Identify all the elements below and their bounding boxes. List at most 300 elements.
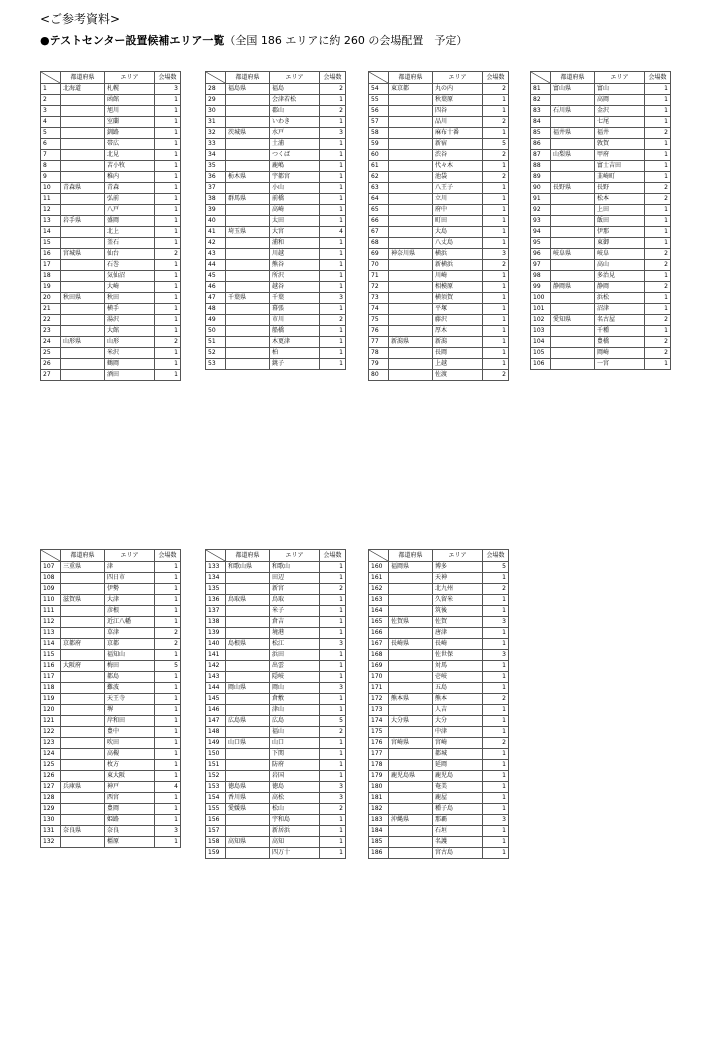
row-number: 123 [41, 738, 61, 749]
prefecture-cell: 宮城県 [61, 249, 105, 260]
row-number: 97 [531, 260, 551, 271]
area-cell: 唐津 [433, 628, 483, 639]
prefecture-cell [389, 672, 433, 683]
table-row [531, 194, 671, 205]
area-cell: 高岡 [595, 95, 645, 106]
table-row [206, 826, 346, 837]
header-row [531, 72, 671, 84]
row-number: 176 [369, 738, 389, 749]
row-number: 46 [206, 282, 226, 293]
table-row [531, 293, 671, 304]
area-cell: 山形 [105, 337, 155, 348]
table-row [41, 595, 181, 606]
area-cell: 藤沢 [433, 315, 483, 326]
venue-count-cell: 1 [155, 348, 181, 359]
area-cell: 下関 [270, 749, 320, 760]
area-cell: 市川 [270, 315, 320, 326]
row-number: 49 [206, 315, 226, 326]
row-number: 60 [369, 150, 389, 161]
table-row [41, 117, 181, 128]
prefecture-cell [61, 150, 105, 161]
area-cell: 岐阜 [595, 249, 645, 260]
table-row [369, 315, 509, 326]
venue-count-cell: 2 [645, 128, 671, 139]
row-number: 134 [206, 573, 226, 584]
venue-count-cell: 1 [645, 106, 671, 117]
prefecture-cell [226, 282, 270, 293]
table-row [206, 183, 346, 194]
venue-count-cell: 2 [645, 183, 671, 194]
prefecture-cell [61, 749, 105, 760]
table-row [531, 326, 671, 337]
prefecture-cell [61, 672, 105, 683]
table-row [41, 584, 181, 595]
area-cell: 北九州 [433, 584, 483, 595]
table-row [369, 727, 509, 738]
area-cell: 横手 [105, 304, 155, 315]
area-cell: 水戸 [270, 128, 320, 139]
row-number: 158 [206, 837, 226, 848]
prefecture-cell [389, 293, 433, 304]
row-number: 137 [206, 606, 226, 617]
table-row [206, 617, 346, 628]
prefecture-cell [61, 771, 105, 782]
area-cell: 所沢 [270, 271, 320, 282]
venue-count-cell: 1 [320, 595, 346, 606]
area-cell: 対馬 [433, 661, 483, 672]
row-number: 129 [41, 804, 61, 815]
row-number: 159 [206, 848, 226, 859]
table-row [369, 260, 509, 271]
prefecture-cell [226, 606, 270, 617]
venue-count-cell: 1 [155, 95, 181, 106]
venue-count-cell: 3 [320, 793, 346, 804]
area-cell: 広島 [270, 716, 320, 727]
area-table-block [40, 549, 181, 848]
area-cell: 札幌 [105, 84, 155, 95]
table-row [41, 804, 181, 815]
venue-count-cell: 1 [155, 683, 181, 694]
prefecture-cell: 沖縄県 [389, 815, 433, 826]
venue-count-cell: 1 [483, 782, 509, 793]
prefecture-cell [226, 238, 270, 249]
table-row [206, 639, 346, 650]
table-row [369, 683, 509, 694]
area-cell: 天王寺 [105, 694, 155, 705]
venue-count-cell: 4 [155, 782, 181, 793]
venue-count-cell: 1 [483, 205, 509, 216]
row-number: 12 [41, 205, 61, 216]
table-row [369, 271, 509, 282]
table-row [531, 139, 671, 150]
table-row [206, 84, 346, 95]
prefecture-cell [226, 584, 270, 595]
row-number: 64 [369, 194, 389, 205]
prefecture-cell: 和歌山県 [226, 562, 270, 573]
venue-count-cell: 2 [320, 84, 346, 95]
venue-count-cell: 1 [645, 326, 671, 337]
area-cell: 八丈島 [433, 238, 483, 249]
table-row [369, 749, 509, 760]
table-row [369, 694, 509, 705]
area-cell: 豊橋 [595, 337, 645, 348]
table-row [206, 837, 346, 848]
venue-count-cell: 1 [320, 238, 346, 249]
venue-count-cell: 2 [483, 694, 509, 705]
row-number: 169 [369, 661, 389, 672]
area-cell: 新居浜 [270, 826, 320, 837]
table-row [206, 661, 346, 672]
table-row [369, 617, 509, 628]
row-number: 28 [206, 84, 226, 95]
area-table-block [530, 71, 671, 370]
area-cell: 松本 [595, 194, 645, 205]
row-number: 124 [41, 749, 61, 760]
prefecture-cell [61, 348, 105, 359]
row-number: 8 [41, 161, 61, 172]
venue-count-cell: 1 [155, 128, 181, 139]
row-number: 77 [369, 337, 389, 348]
row-number: 87 [531, 150, 551, 161]
row-number: 168 [369, 650, 389, 661]
prefecture-cell: 兵庫県 [61, 782, 105, 793]
area-cell: 津山 [270, 705, 320, 716]
area-cell: 熊谷 [270, 260, 320, 271]
area-table [40, 549, 181, 848]
venue-count-cell: 1 [645, 238, 671, 249]
venue-count-cell: 1 [320, 337, 346, 348]
area-cell: 岡崎 [595, 348, 645, 359]
area-cell: 都島 [105, 672, 155, 683]
table-row [206, 359, 346, 370]
row-number: 150 [206, 749, 226, 760]
corner-diagonal [531, 72, 550, 83]
table-row [531, 128, 671, 139]
venue-count-cell: 2 [155, 249, 181, 260]
row-number: 66 [369, 216, 389, 227]
venue-count-cell: 1 [155, 238, 181, 249]
row-number: 127 [41, 782, 61, 793]
row-number: 160 [369, 562, 389, 573]
area-cell: 多治見 [595, 271, 645, 282]
row-number: 144 [206, 683, 226, 694]
row-number: 78 [369, 348, 389, 359]
prefecture-cell [61, 238, 105, 249]
row-number: 90 [531, 183, 551, 194]
row-number: 140 [206, 639, 226, 650]
row-number: 132 [41, 837, 61, 848]
table-row [41, 282, 181, 293]
area-cell: 新宿 [433, 139, 483, 150]
prefecture-cell: 奈良県 [61, 826, 105, 837]
table-row [369, 161, 509, 172]
table-row [369, 716, 509, 727]
prefecture-cell [389, 172, 433, 183]
prefecture-cell [389, 194, 433, 205]
row-number: 67 [369, 227, 389, 238]
row-number: 173 [369, 705, 389, 716]
row-number: 2 [41, 95, 61, 106]
venue-count-cell: 1 [320, 304, 346, 315]
header-row [41, 550, 181, 562]
prefecture-cell [389, 216, 433, 227]
venue-count-cell: 5 [320, 716, 346, 727]
row-number: 63 [369, 183, 389, 194]
area-cell: 那覇 [433, 815, 483, 826]
table-row [369, 348, 509, 359]
corner-diagonal [369, 72, 388, 83]
area-cell: 室蘭 [105, 117, 155, 128]
prefecture-cell [226, 106, 270, 117]
prefecture-cell [226, 815, 270, 826]
venue-count-cell: 1 [483, 304, 509, 315]
row-number: 82 [531, 95, 551, 106]
venue-count-cell: 2 [483, 150, 509, 161]
area-cell: 千葉 [270, 293, 320, 304]
venue-count-cell: 1 [155, 282, 181, 293]
prefecture-cell: 宮崎県 [389, 738, 433, 749]
prefecture-cell [389, 628, 433, 639]
venue-count-cell: 1 [483, 573, 509, 584]
area-cell: 新宮 [270, 584, 320, 595]
row-number: 56 [369, 106, 389, 117]
table-row [369, 238, 509, 249]
prefecture-cell [226, 661, 270, 672]
table-row [206, 315, 346, 326]
row-number: 91 [531, 194, 551, 205]
venue-count-cell: 1 [483, 639, 509, 650]
row-number: 75 [369, 315, 389, 326]
table-row [41, 128, 181, 139]
prefecture-cell [61, 172, 105, 183]
row-number: 74 [369, 304, 389, 315]
venue-count-cell: 1 [483, 282, 509, 293]
venue-count-cell: 1 [645, 161, 671, 172]
table-row [531, 95, 671, 106]
prefecture-cell [551, 172, 595, 183]
area-cell: 高知 [270, 837, 320, 848]
table-row [41, 683, 181, 694]
header-pref: 都道府県 [61, 550, 105, 562]
venue-count-cell: 1 [483, 749, 509, 760]
prefecture-cell: 秋田県 [61, 293, 105, 304]
venue-count-cell: 1 [155, 293, 181, 304]
prefecture-cell [551, 205, 595, 216]
row-number: 175 [369, 727, 389, 738]
table-row [41, 837, 181, 848]
area-cell: 奈良 [105, 826, 155, 837]
row-number: 30 [206, 106, 226, 117]
corner-diagonal [206, 550, 225, 561]
table-row [531, 150, 671, 161]
table-row [206, 738, 346, 749]
table-row [206, 128, 346, 139]
venue-count-cell: 1 [483, 359, 509, 370]
venue-count-cell: 3 [483, 815, 509, 826]
row-number: 174 [369, 716, 389, 727]
area-cell: 会津若松 [270, 95, 320, 106]
table-row [41, 672, 181, 683]
venue-count-cell: 2 [483, 84, 509, 95]
area-cell: 宇都宮 [270, 172, 320, 183]
prefecture-cell [61, 315, 105, 326]
venue-count-cell: 1 [320, 837, 346, 848]
table-row [531, 161, 671, 172]
venue-count-cell: 1 [155, 694, 181, 705]
corner-diagonal [41, 550, 60, 561]
header-row [206, 72, 346, 84]
corner-cell [369, 550, 389, 562]
area-cell: 上田 [595, 205, 645, 216]
venue-count-cell: 1 [155, 771, 181, 782]
area-cell: 浦和 [270, 238, 320, 249]
row-number: 93 [531, 216, 551, 227]
prefecture-cell [551, 293, 595, 304]
area-cell: 松山 [270, 804, 320, 815]
row-number: 32 [206, 128, 226, 139]
venue-count-cell: 1 [155, 117, 181, 128]
area-cell: 岡山 [270, 683, 320, 694]
venue-count-cell: 1 [320, 348, 346, 359]
area-cell: 難波 [105, 683, 155, 694]
prefecture-cell [226, 617, 270, 628]
area-cell: 延岡 [433, 760, 483, 771]
prefecture-cell [226, 326, 270, 337]
venue-count-cell: 1 [155, 705, 181, 716]
table-row [41, 661, 181, 672]
prefecture-cell [61, 738, 105, 749]
area-table-block [368, 549, 509, 859]
prefecture-cell [226, 161, 270, 172]
venue-count-cell: 1 [320, 194, 346, 205]
row-number: 147 [206, 716, 226, 727]
venue-count-cell: 1 [483, 337, 509, 348]
prefecture-cell [389, 683, 433, 694]
prefecture-cell [226, 628, 270, 639]
venue-count-cell: 1 [483, 727, 509, 738]
row-number: 164 [369, 606, 389, 617]
table-row [41, 95, 181, 106]
prefecture-cell [551, 227, 595, 238]
prefecture-cell [61, 727, 105, 738]
corner-diagonal [41, 72, 60, 83]
table-row [206, 716, 346, 727]
table-row [206, 238, 346, 249]
table-row [369, 573, 509, 584]
prefecture-cell: 富山県 [551, 84, 595, 95]
table-row [369, 826, 509, 837]
table-row [369, 117, 509, 128]
prefecture-cell [551, 117, 595, 128]
venue-count-cell: 1 [155, 837, 181, 848]
area-cell: 四日市 [105, 573, 155, 584]
area-cell: 米沢 [105, 348, 155, 359]
row-number: 114 [41, 639, 61, 650]
area-cell: 鹿屋 [433, 793, 483, 804]
prefecture-cell [61, 760, 105, 771]
venue-count-cell: 1 [155, 315, 181, 326]
table-row [41, 106, 181, 117]
prefecture-cell [226, 260, 270, 271]
row-number: 152 [206, 771, 226, 782]
venue-count-cell: 1 [320, 139, 346, 150]
table-row [206, 804, 346, 815]
prefecture-cell [389, 304, 433, 315]
venue-count-cell: 1 [155, 573, 181, 584]
area-cell: 大分 [433, 716, 483, 727]
row-number: 162 [369, 584, 389, 595]
area-cell: 川越 [270, 249, 320, 260]
venue-count-cell: 2 [155, 628, 181, 639]
area-cell: 厚木 [433, 326, 483, 337]
prefecture-cell [389, 315, 433, 326]
area-cell: 都城 [433, 749, 483, 760]
area-cell: 博多 [433, 562, 483, 573]
venue-count-cell: 1 [483, 826, 509, 837]
table-row [41, 650, 181, 661]
table-row [369, 216, 509, 227]
row-number: 79 [369, 359, 389, 370]
area-cell: 八王子 [433, 183, 483, 194]
area-cell: 北上 [105, 227, 155, 238]
prefecture-cell [226, 694, 270, 705]
prefecture-cell [226, 271, 270, 282]
prefecture-cell [551, 337, 595, 348]
row-number: 126 [41, 771, 61, 782]
venue-count-cell: 1 [155, 205, 181, 216]
table-row [531, 348, 671, 359]
prefecture-cell [551, 238, 595, 249]
prefecture-cell: 三重県 [61, 562, 105, 573]
table-row [206, 194, 346, 205]
table-row [41, 315, 181, 326]
row-number: 96 [531, 249, 551, 260]
corner-cell [41, 550, 61, 562]
row-number: 112 [41, 617, 61, 628]
prefecture-cell [226, 139, 270, 150]
venue-count-cell: 1 [320, 573, 346, 584]
table-row [531, 249, 671, 260]
table-row [369, 661, 509, 672]
row-number: 157 [206, 826, 226, 837]
area-cell: 上越 [433, 359, 483, 370]
prefecture-cell [551, 348, 595, 359]
row-number: 148 [206, 727, 226, 738]
area-cell: 和歌山 [270, 562, 320, 573]
venue-count-cell: 1 [155, 227, 181, 238]
corner-cell [206, 550, 226, 562]
table-row [369, 205, 509, 216]
table-row [369, 760, 509, 771]
row-number: 26 [41, 359, 61, 370]
table-row [206, 271, 346, 282]
table-row [369, 139, 509, 150]
prefecture-cell: 長崎県 [389, 639, 433, 650]
prefecture-cell: 滋賀県 [61, 595, 105, 606]
prefecture-cell [226, 95, 270, 106]
prefecture-cell: 群馬県 [226, 194, 270, 205]
prefecture-cell: 大分県 [389, 716, 433, 727]
corner-cell [531, 72, 551, 84]
table-row [369, 815, 509, 826]
venue-count-cell: 2 [645, 337, 671, 348]
area-table [530, 71, 671, 370]
corner-cell [206, 72, 226, 84]
area-cell: 酒田 [105, 370, 155, 381]
row-number: 105 [531, 348, 551, 359]
prefecture-cell [551, 161, 595, 172]
area-cell: 福井 [595, 128, 645, 139]
